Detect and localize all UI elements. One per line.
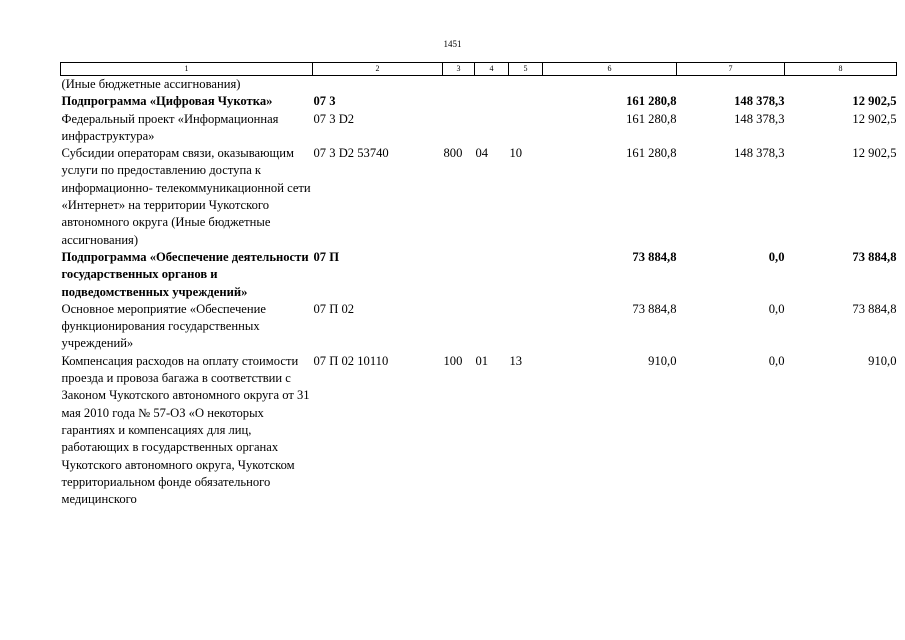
row-subsection: [509, 76, 543, 94]
row-expense-type: 100: [443, 353, 463, 368]
col-header-2: 2: [313, 63, 443, 76]
row-section: [475, 301, 509, 353]
row-code: 07 П 02 10110: [313, 353, 389, 368]
row-expense-type: [443, 249, 475, 301]
row-amount-total: [543, 76, 677, 94]
col-header-5: 5: [509, 63, 543, 76]
row-section: [475, 76, 509, 94]
table-body: [61, 76, 897, 509]
row-code: 07 П: [313, 249, 340, 264]
row-code: 07 П 02: [313, 301, 355, 316]
table-row: [61, 353, 897, 509]
col-header-7: 7: [677, 63, 785, 76]
row-expense-type: [443, 301, 475, 353]
row-section: [475, 111, 509, 146]
row-amount-regional: 73 884,8: [852, 249, 897, 264]
table-row: [61, 145, 897, 249]
row-amount-regional: [785, 76, 897, 94]
row-code: 07 3 D2: [313, 111, 355, 126]
row-subsection: [509, 249, 543, 301]
row-name: Субсидии операторам связи, оказывающим услуги по предоставлению доступа к информационно- телекоммуникационной сети «Интернет» на территории Чукотского автономного округа (Иные бюджетные ассигнования): [61, 146, 311, 247]
row-amount-federal: 0,0: [768, 249, 785, 264]
table-row: [61, 111, 897, 146]
row-code: [313, 76, 443, 94]
row-amount-regional: 12 902,5: [852, 94, 897, 109]
row-amount-federal: 148 378,3: [734, 94, 785, 109]
row-amount-federal: 148 378,3: [734, 111, 785, 126]
row-amount-total: 161 280,8: [626, 111, 677, 126]
row-section: 04: [475, 146, 489, 161]
row-name: Подпрограмма «Цифровая Чукотка»: [61, 94, 273, 109]
row-section: [475, 249, 509, 301]
row-name: (Иные бюджетные ассигнования): [61, 77, 241, 91]
col-header-1: 1: [61, 63, 313, 76]
column-number-header: [61, 63, 897, 76]
row-amount-total: 73 884,8: [632, 249, 677, 264]
row-expense-type: [443, 93, 475, 110]
row-code: 07 3 D2 53740: [313, 146, 389, 161]
row-name: Компенсация расходов на оплату стоимости проезда и провоза багажа в соответствии с Законом Чукотского автономного округа от 31 мая 2010 года № 57-ОЗ «О некоторых гарантиях и компенсациях для лиц, работающих в государственных органах Чукотского автономного округа, Чукотском территориальном фонде обязательного медицинского: [61, 353, 310, 507]
row-subsection: 10: [509, 146, 523, 161]
row-amount-regional: 12 902,5: [852, 146, 897, 161]
row-expense-type: [443, 76, 475, 94]
row-amount-federal: [677, 76, 785, 94]
table-row: [61, 76, 897, 94]
row-amount-total: 161 280,8: [626, 94, 677, 109]
row-amount-federal: 0,0: [768, 301, 785, 316]
row-section: [475, 93, 509, 110]
col-header-6: 6: [543, 63, 677, 76]
row-name: Подпрограмма «Обеспечение деятельности государственных органов и подведомственных учреждений»: [61, 249, 309, 299]
col-header-4: 4: [475, 63, 509, 76]
page-number: 1451: [443, 39, 462, 49]
table-row: [61, 93, 897, 110]
budget-table: [60, 62, 897, 508]
col-header-8: 8: [785, 63, 897, 76]
row-amount-regional: 910,0: [868, 353, 897, 368]
row-subsection: [509, 301, 543, 353]
row-name: Основное мероприятие «Обеспечение функционирования государственных учреждений»: [61, 301, 266, 351]
row-amount-federal: 0,0: [768, 353, 785, 368]
row-code: 07 3: [313, 94, 336, 109]
table-row: [61, 301, 897, 353]
row-amount-total: 910,0: [648, 353, 677, 368]
row-amount-total: 73 884,8: [632, 301, 677, 316]
col-header-3: 3: [443, 63, 475, 76]
row-name: Федеральный проект «Информационная инфраструктура»: [61, 111, 279, 143]
row-expense-type: [443, 111, 475, 146]
row-amount-total: 161 280,8: [626, 146, 677, 161]
row-subsection: [509, 93, 543, 110]
row-subsection: 13: [509, 353, 523, 368]
row-subsection: [509, 111, 543, 146]
row-amount-federal: 148 378,3: [734, 146, 785, 161]
row-expense-type: 800: [443, 146, 463, 161]
table-row: [61, 249, 897, 301]
row-amount-regional: 73 884,8: [852, 301, 897, 316]
row-section: 01: [475, 353, 489, 368]
row-amount-regional: 12 902,5: [852, 111, 897, 126]
